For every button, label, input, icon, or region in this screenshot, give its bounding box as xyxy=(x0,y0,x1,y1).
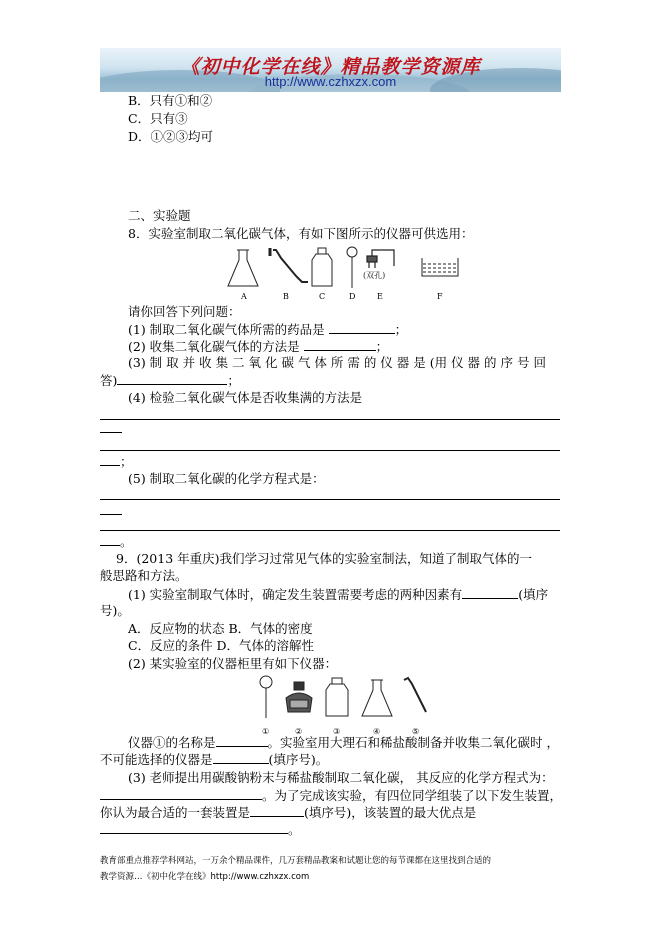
q9-part2: (2) 某实验室的仪器柜里有如下仪器： xyxy=(128,656,338,671)
q8-part5: (5) 制取二氧化碳的化学方程式是： xyxy=(128,471,325,486)
q9-advantage-blank[interactable] xyxy=(100,821,288,834)
q8-part4-answer-line2[interactable] xyxy=(100,450,560,451)
site-title: 《初中化学在线》精品教学资源库 xyxy=(180,56,481,78)
gas-bottle-icon xyxy=(326,678,348,716)
q9-equation-blank[interactable] xyxy=(100,787,262,800)
q9-apparatus-figure xyxy=(252,674,432,740)
header-banner xyxy=(100,48,561,92)
option-b: B．只有①和② xyxy=(128,93,213,108)
q8-part1: (1) 制取二氧化碳气体所需的药品是 ； xyxy=(128,322,408,337)
q8-part3-blank[interactable] xyxy=(117,372,227,385)
q9-part3-line3: 你认为最合适的一套装置是 (填序号)，该装置的最大优点是 xyxy=(100,805,477,820)
fig-label-1: ① xyxy=(262,727,270,736)
conical-flask-icon xyxy=(362,680,392,716)
q8-stem: 8．实验室制取二氧化碳气体，有如下图所示的仪器可供选用： xyxy=(128,226,474,241)
fig-label-b: B xyxy=(283,292,289,301)
fig-label-a: A xyxy=(241,292,247,301)
fig-label-d: D xyxy=(349,292,356,301)
bent-tube-icon xyxy=(270,248,308,282)
fig-label-f: F xyxy=(437,292,443,301)
q9-stem-line1: 9．(2013 年重庆)我们学习过常见气体的实验室制法，知道了制取气体的一 xyxy=(116,551,532,566)
site-url[interactable]: http://www.czhxzx.com xyxy=(264,74,397,89)
q9-part1: (1) 实验室制取气体时，确定发生装置需要考虑的两种因素有 (填序 xyxy=(128,587,549,602)
fig-label-2: ② xyxy=(295,727,303,736)
fig-label-3: ③ xyxy=(333,727,341,736)
q8-part2-blank[interactable] xyxy=(304,338,376,351)
option-d: D．①②③均可 xyxy=(128,129,214,144)
bent-tube-icon xyxy=(404,678,426,712)
gas-bottle-icon xyxy=(312,248,332,286)
q9-options-line1: A．反应物的状态 B．气体的密度 xyxy=(128,621,313,636)
q9-instrument-name-blank[interactable] xyxy=(216,734,268,747)
fig-label-5: ⑤ xyxy=(412,727,420,736)
q9-part1-line2: 号)。 xyxy=(100,603,130,618)
long-neck-funnel-icon xyxy=(347,247,357,288)
q9-instrument-line1: 仪器①的名称是 。实验室用大理石和稀盐酸制备并收集二氧化碳时 ， xyxy=(128,735,559,750)
q8-part5-answer-line1[interactable] xyxy=(100,499,560,500)
section-heading: 二、实验题 xyxy=(128,208,191,223)
alcohol-lamp-icon xyxy=(286,682,312,712)
footer-line2[interactable]: 教学资源…《初中化学在线》http://www.czhxzx.com xyxy=(100,872,310,882)
fig-label-c: C xyxy=(319,292,326,301)
option-c: C．只有③ xyxy=(128,111,188,126)
conical-flask-icon xyxy=(228,250,258,286)
q8-prompt: 请你回答下列问题： xyxy=(128,304,241,319)
q9-part3-line4: 。 xyxy=(100,821,301,838)
footer-line1: 教育部重点推荐学科网站，一万余个精品课件，几万套精品教案和试题让您的每节课都在这里找到合适的 xyxy=(100,856,492,866)
q8-part5-answer-stub1 xyxy=(100,514,122,515)
q8-part4-end: ； xyxy=(100,453,133,470)
q8-part4-answer-line1[interactable] xyxy=(100,419,560,420)
q8-part5-end: 。 xyxy=(100,533,133,550)
q9-part3-line1: (3) 老师提出用碳酸钠粉末与稀盐酸制取二氧化碳， 其反应的化学方程式为： xyxy=(128,770,554,785)
stopper-tube-icon xyxy=(367,250,394,268)
water-trough-icon xyxy=(422,258,458,276)
q9-instrument-line2: 不可能选择的仪器是 (填序号)。 xyxy=(100,752,329,767)
stopper-label: (双孔) xyxy=(363,271,386,280)
q8-part4: (4) 检验二氧化碳气体是否收集满的方法是 xyxy=(128,390,363,405)
q8-part3-line2: 答) ； xyxy=(100,373,240,388)
q8-part5-answer-line2[interactable] xyxy=(100,530,560,531)
q8-apparatus-figure xyxy=(226,246,466,304)
q9-stem-line2: 般思路和方法。 xyxy=(100,568,188,583)
q9-part3-line2: 。为了完成该实验，有四位同学组装了以下发生装置， xyxy=(100,787,562,804)
q8-part3-line1: (3) 制 取 并 收 集 二 氧 化 碳 气 体 所 需 的 仪 器 是 (用 仪 器 的 序 号 回 xyxy=(128,355,546,370)
q9-instrument-choice-blank[interactable] xyxy=(213,751,269,764)
q8-part1-blank[interactable] xyxy=(329,321,395,334)
long-neck-funnel-icon xyxy=(260,676,272,718)
fig-label-e: E xyxy=(377,292,383,301)
q9-options-line2: C．反应的条件 D．气体的溶解性 xyxy=(128,638,315,653)
fig-label-4: ④ xyxy=(373,727,381,736)
q9-device-blank[interactable] xyxy=(250,804,304,817)
q8-part4-answer-stub1 xyxy=(100,432,122,433)
q8-part2: (2) 收集二氧化碳气体的方法是 ； xyxy=(128,339,389,354)
q9-part1-blank[interactable] xyxy=(462,586,518,599)
